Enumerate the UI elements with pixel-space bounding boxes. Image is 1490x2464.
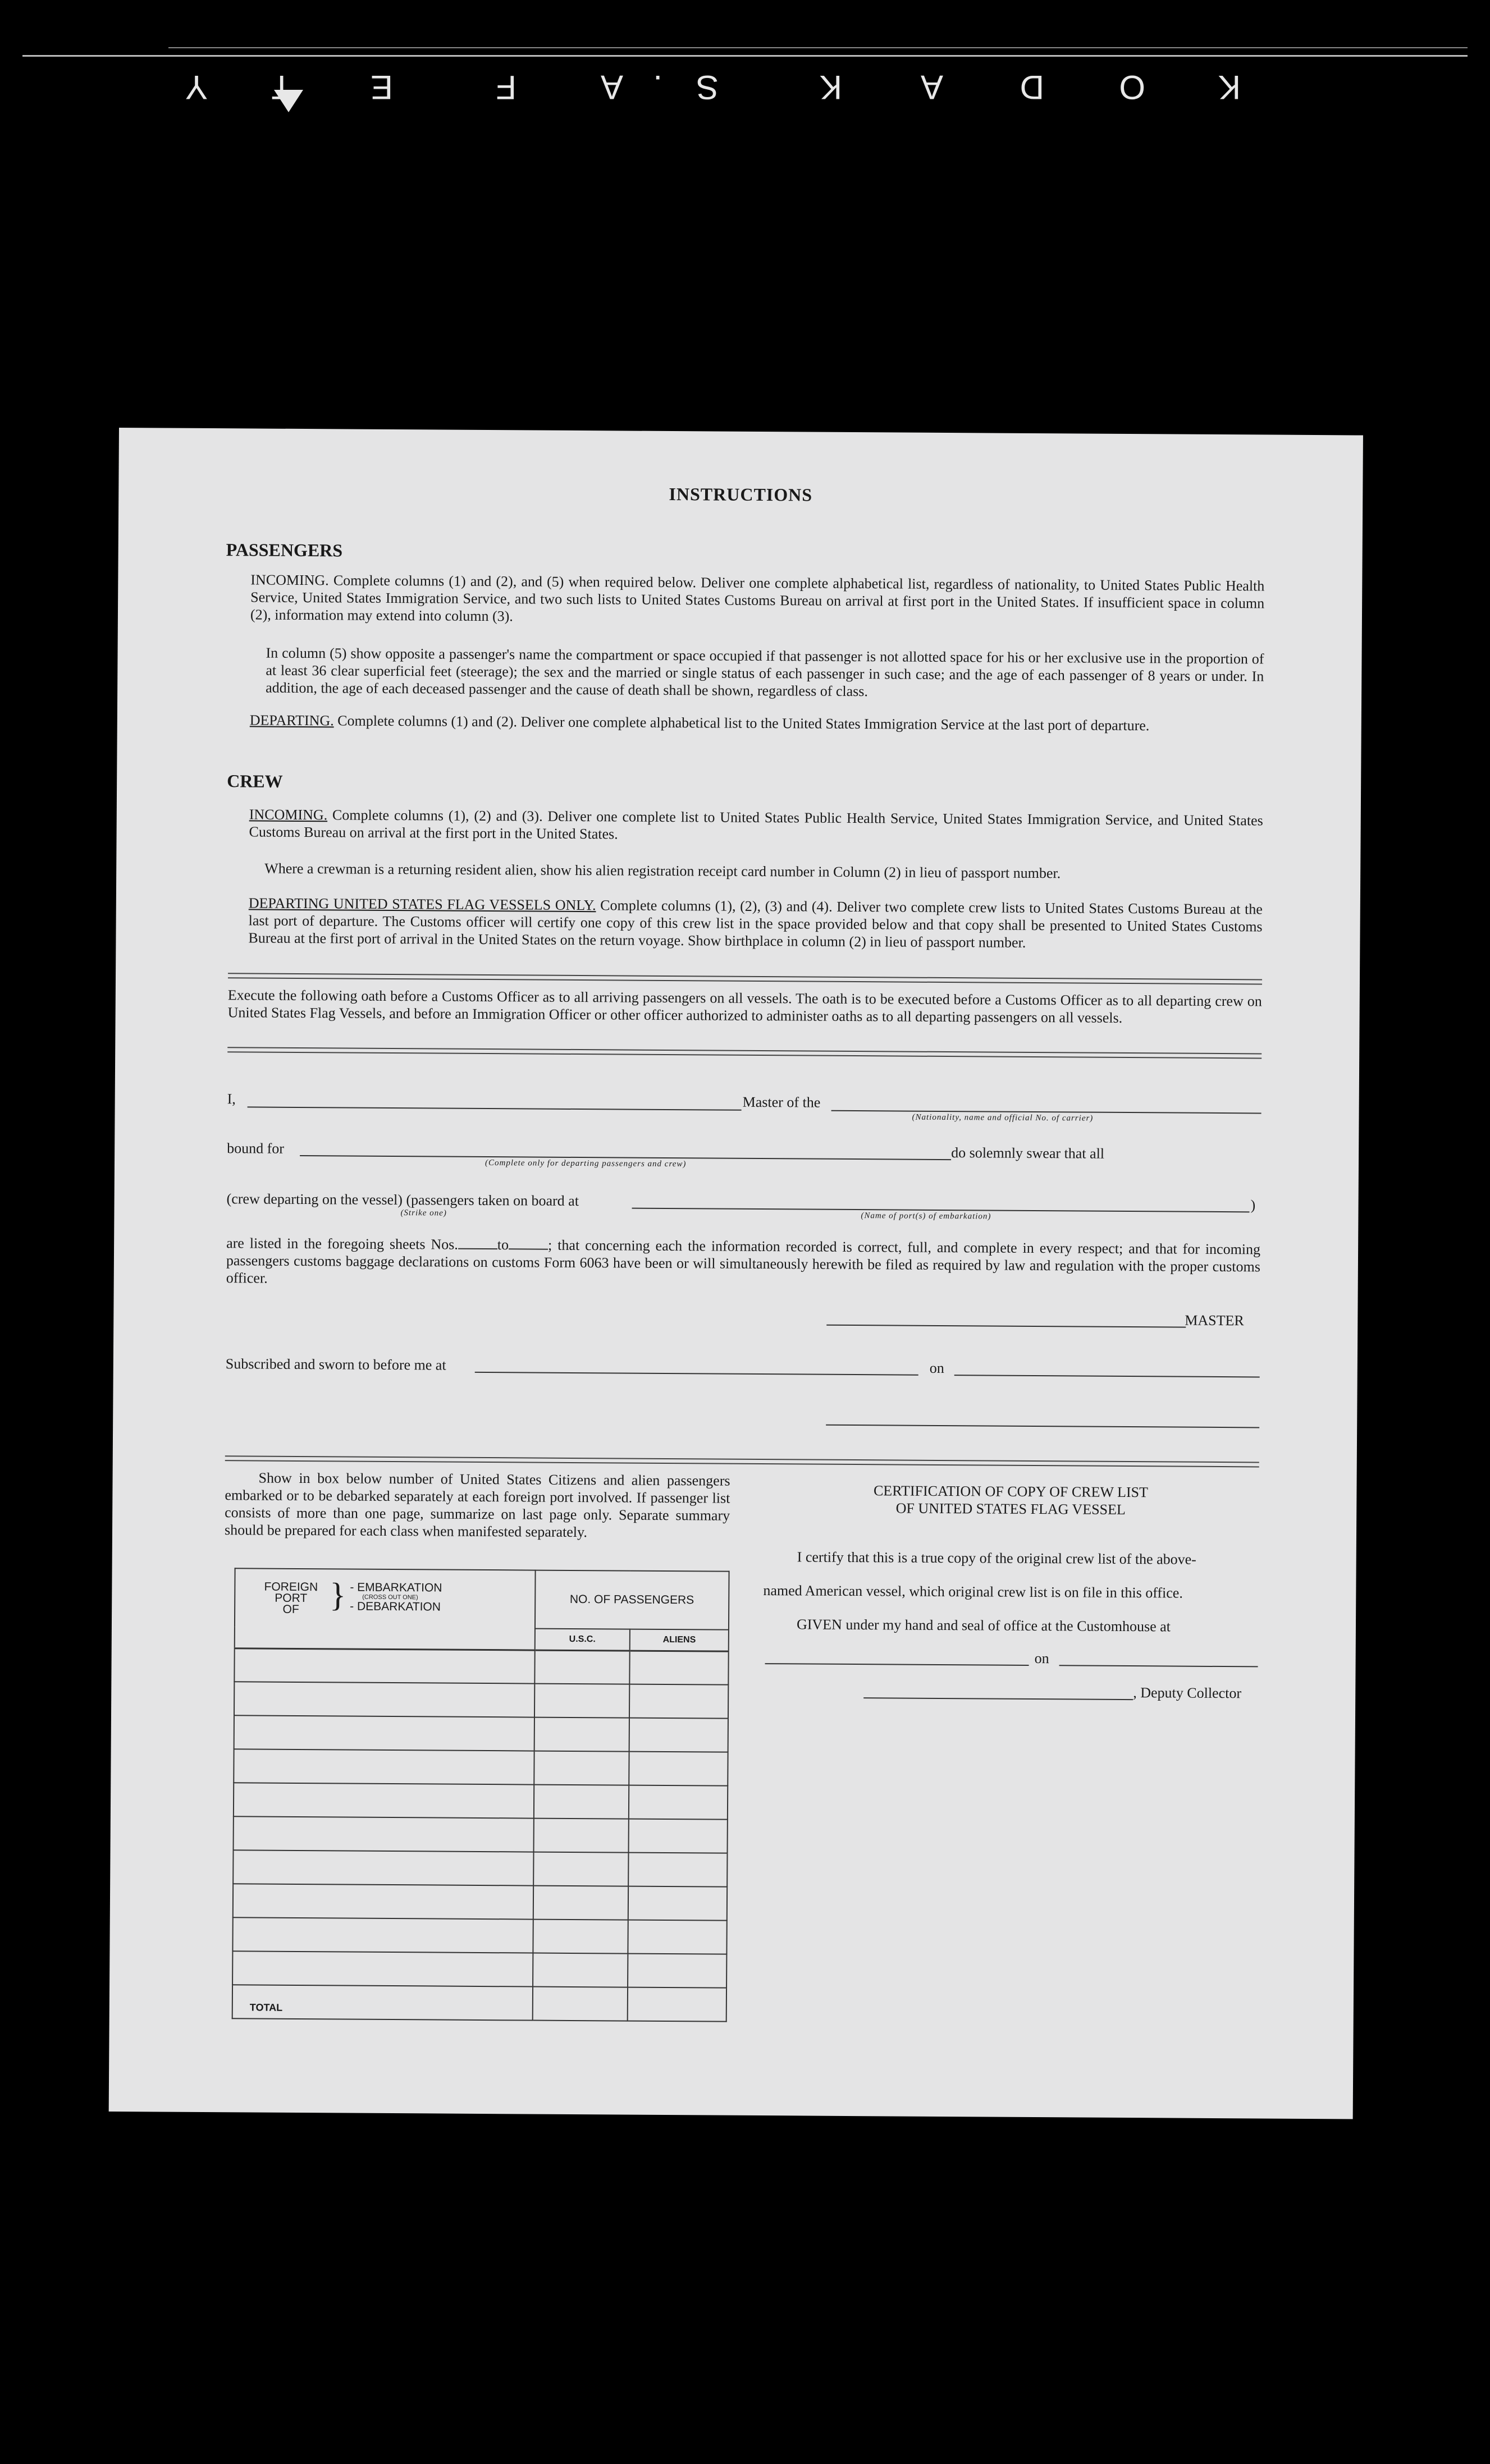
aliens-cell[interactable]	[629, 1684, 728, 1719]
usc-cell[interactable]	[534, 1751, 629, 1785]
port-cell[interactable]	[234, 1648, 534, 1683]
oath-i-label: I,	[227, 1091, 236, 1107]
port-cell[interactable]	[234, 1749, 534, 1784]
brace-icon: }	[330, 1576, 346, 1614]
aliens-cell[interactable]	[630, 1651, 729, 1685]
oath-sheet-from-line	[458, 1248, 497, 1249]
total-usc-cell[interactable]	[532, 1987, 628, 2021]
film-letter: K	[1218, 68, 1241, 106]
debarkation-label: - DEBARKATION	[350, 1600, 441, 1614]
film-edge-rule	[22, 55, 1468, 57]
passengers-column5-paragraph: In column (5) show opposite a passenger's name the compartment or space occupied if that passenger is not allotted space for his or her exclusive use in the proportion of at least 36 clear superficial feet (steerage); the sex and the married or single status of each passenger in such case; and the age of each passenger of 8 years or under. In addition, the age of each deceased passenger and the cause of death shall be shown, regardless of class.	[266, 644, 1264, 700]
film-letter: .	[653, 68, 662, 106]
embark-debark-label	[350, 1582, 442, 1613]
crew-incoming-label: INCOMING.	[249, 806, 328, 823]
certification-on-label: on	[1034, 1650, 1049, 1667]
passenger-summary-table	[232, 1568, 730, 2022]
port-cell[interactable]	[232, 1917, 533, 1953]
passengers-departing-label: DEPARTING.	[249, 712, 334, 729]
film-letter: S	[696, 68, 719, 106]
passengers-heading: PASSENGERS	[226, 539, 343, 561]
usc-cell[interactable]	[533, 1852, 629, 1886]
port-cell[interactable]	[233, 1850, 533, 1885]
port-cell[interactable]	[234, 1783, 534, 1818]
crew-heading: CREW	[227, 771, 283, 791]
usc-cell[interactable]	[533, 1819, 629, 1853]
certification-text-line2: named American vessel, which original crew list is on file in this office.	[763, 1582, 1183, 1601]
oath-crew-passengers: (crew departing on the vessel) (passengers taken on board at	[226, 1190, 579, 1210]
oath-strike-caption: (Strike one)	[400, 1208, 447, 1218]
port-cell[interactable]	[234, 1715, 534, 1751]
oath-port-caption: (Name of port(s) of embarkation)	[861, 1211, 991, 1221]
port-header-cell	[235, 1568, 535, 1650]
usc-cell[interactable]	[534, 1684, 630, 1718]
oath-listed-to: to	[497, 1236, 509, 1253]
certification-text-line1: I certify that this is a true copy of the original crew list of the above-	[797, 1549, 1196, 1568]
aliens-cell[interactable]	[628, 1920, 727, 1954]
foreign-port-line: OF	[282, 1602, 299, 1616]
port-cell[interactable]	[234, 1816, 534, 1852]
certification-given: GIVEN under my hand and seal of office at the Customhouse at	[796, 1616, 1171, 1635]
port-cell[interactable]	[232, 1951, 533, 1986]
form-title: INSTRUCTIONS	[669, 483, 813, 505]
port-cell[interactable]	[234, 1682, 534, 1717]
aliens-cell[interactable]	[629, 1752, 728, 1786]
film-letter: A	[920, 68, 943, 106]
master-signature-line	[826, 1325, 1186, 1328]
usc-cell[interactable]	[534, 1718, 629, 1752]
subscribed-on-label: on	[929, 1359, 944, 1377]
oath-listed-paragraph	[226, 1234, 1261, 1293]
document-sheet	[109, 428, 1363, 2119]
foreign-port-line: PORT	[275, 1591, 308, 1605]
film-letter: D	[1020, 68, 1044, 106]
passengers-departing-text: Complete columns (1) and (2). Deliver one complete alphabetical list to the United States Immigration Service at the last port of departure.	[337, 712, 1150, 734]
no-of-passengers-header: NO. OF PASSENGERS	[535, 1570, 729, 1630]
usc-header: U.S.C.	[534, 1629, 630, 1651]
usc-cell[interactable]	[533, 1920, 628, 1954]
film-edge-letters-right	[0, 62, 303, 107]
officer-signature-line	[826, 1425, 1259, 1428]
oath-name-line	[248, 1106, 742, 1110]
oath-listed-a: are listed in the foregoing sheets Nos.	[226, 1235, 458, 1253]
film-letter: F	[496, 68, 517, 106]
oath-master-of: Master of the	[742, 1093, 821, 1111]
subscribed-date-line	[954, 1375, 1260, 1377]
aliens-cell[interactable]	[628, 1886, 727, 1921]
deputy-signature-line	[863, 1697, 1133, 1700]
certification-date-line	[1059, 1665, 1258, 1667]
film-letter: T	[271, 68, 292, 106]
total-label: TOTAL	[232, 1985, 533, 2020]
certification-place-line	[765, 1663, 1029, 1666]
passengers-incoming-text: Complete columns (1) and (2), and (5) when required below. Deliver one complete alphabetical list, regardless of nationality, to United States Public Health Service, United States Immigration Service, and two such lists to United States Customs Bureau on arrival at first port in the United States. If insufficient space in column (2), information may extend into column (3).	[250, 572, 1265, 625]
film-letter: E	[370, 68, 393, 106]
crew-departing-label: DEPARTING UNITED STATES FLAG VESSELS ONLY.	[248, 895, 596, 914]
oath-swear: do solemnly swear that all	[951, 1144, 1105, 1162]
oath-nationality-caption: (Nationality, name and official No. of carrier)	[912, 1112, 1094, 1123]
usc-cell[interactable]	[533, 1953, 628, 1987]
oath-close-paren: )	[1250, 1197, 1256, 1213]
crew-incoming-text: Complete columns (1), (2) and (3). Deliver one complete list to United States Public Health Service, United States Immigration Service, and United States Customs Bureau on arrival at the first port in the United States.	[249, 807, 1263, 842]
film-letter: A	[600, 68, 623, 106]
crew-departing-paragraph	[248, 894, 1263, 952]
aliens-cell[interactable]	[629, 1785, 728, 1820]
foreign-port-label	[260, 1582, 322, 1616]
summary-intro: Show in box below number of United States Citizens and alien passengers embarked or to be debarked separately at each foreign port involved. If passenger list consists of more than one page, summarize on last page only. Separate summary should be prepared for each class when manifested separately.	[224, 1469, 730, 1541]
usc-cell[interactable]	[533, 1785, 629, 1819]
certification-title-line1: CERTIFICATION OF COPY OF CREW LIST	[873, 1482, 1148, 1501]
port-cell[interactable]	[233, 1884, 533, 1919]
crew-resident-paragraph: Where a crewman is a returning resident alien, show his alien registration receipt card number in Column (2) in lieu of passport number.	[264, 860, 1061, 882]
usc-cell[interactable]	[533, 1886, 628, 1920]
oath-listed-b: ; that concerning each the information recorded is correct, full, and complete in every respect; and that for incoming passengers customs baggage declarations on customs Form 6063 have been or will simultaneously herewith be filed as required by law and regulation with the proper customs officer.	[226, 1236, 1261, 1286]
film-letter: O	[1119, 68, 1145, 106]
film-edge-rule-secondary	[168, 47, 1468, 48]
master-label: MASTER	[1185, 1312, 1244, 1329]
oath-complete-caption: (Complete only for departing passengers and crew)	[485, 1158, 687, 1169]
film-letter: Y	[185, 68, 208, 106]
aliens-header: ALIENS	[630, 1629, 729, 1651]
aliens-cell[interactable]	[629, 1718, 728, 1752]
total-aliens-cell[interactable]	[628, 1987, 726, 2022]
crew-departing-text: Complete columns (1), (2), (3) and (4). Deliver two complete crew lists to United States Customs Bureau at the last port of departure. The Customs officer will certify one copy of this crew list in the space provided below and that copy shall be presented to United States Customs Bureau at the first port of arrival in the United States on the return voyage. Show birthplace in column (2) in lieu of passport number.	[248, 897, 1263, 951]
foreign-port-line: FOREIGN	[264, 1580, 318, 1594]
film-edge	[0, 39, 1490, 107]
deputy-collector-label: , Deputy Collector	[1133, 1684, 1242, 1702]
cross-out-label: (CROSS OUT ONE)	[362, 1593, 418, 1601]
oath-sheet-to-line	[509, 1248, 548, 1249]
certification-title-line2: OF UNITED STATES FLAG VESSEL	[895, 1500, 1126, 1518]
aliens-cell[interactable]	[628, 1954, 726, 1988]
embarkation-label: - EMBARKATION	[350, 1581, 442, 1595]
aliens-cell[interactable]	[629, 1819, 728, 1853]
subscribed-label: Subscribed and sworn to before me at	[225, 1355, 446, 1373]
passengers-departing-paragraph	[250, 711, 1264, 735]
aliens-cell[interactable]	[628, 1853, 727, 1887]
subscribed-place-line	[475, 1372, 918, 1376]
crew-incoming-paragraph	[249, 805, 1263, 846]
usc-cell[interactable]	[534, 1650, 630, 1684]
oath-bound-for: bound for	[227, 1140, 285, 1157]
film-letter: K	[819, 68, 842, 106]
passengers-incoming-label: INCOMING.	[250, 571, 329, 589]
oath-instruction: Execute the following oath before a Customs Officer as to all arriving passengers on all vessels. The oath is to be executed before a Customs Officer as to all departing crew on United States Flag Vessels, and before an Immigration Officer or other officer authorized to administer oaths as to all departing passengers on all vessels.	[227, 987, 1262, 1026]
passengers-incoming-paragraph	[250, 571, 1265, 629]
certification-title	[764, 1481, 1258, 1519]
